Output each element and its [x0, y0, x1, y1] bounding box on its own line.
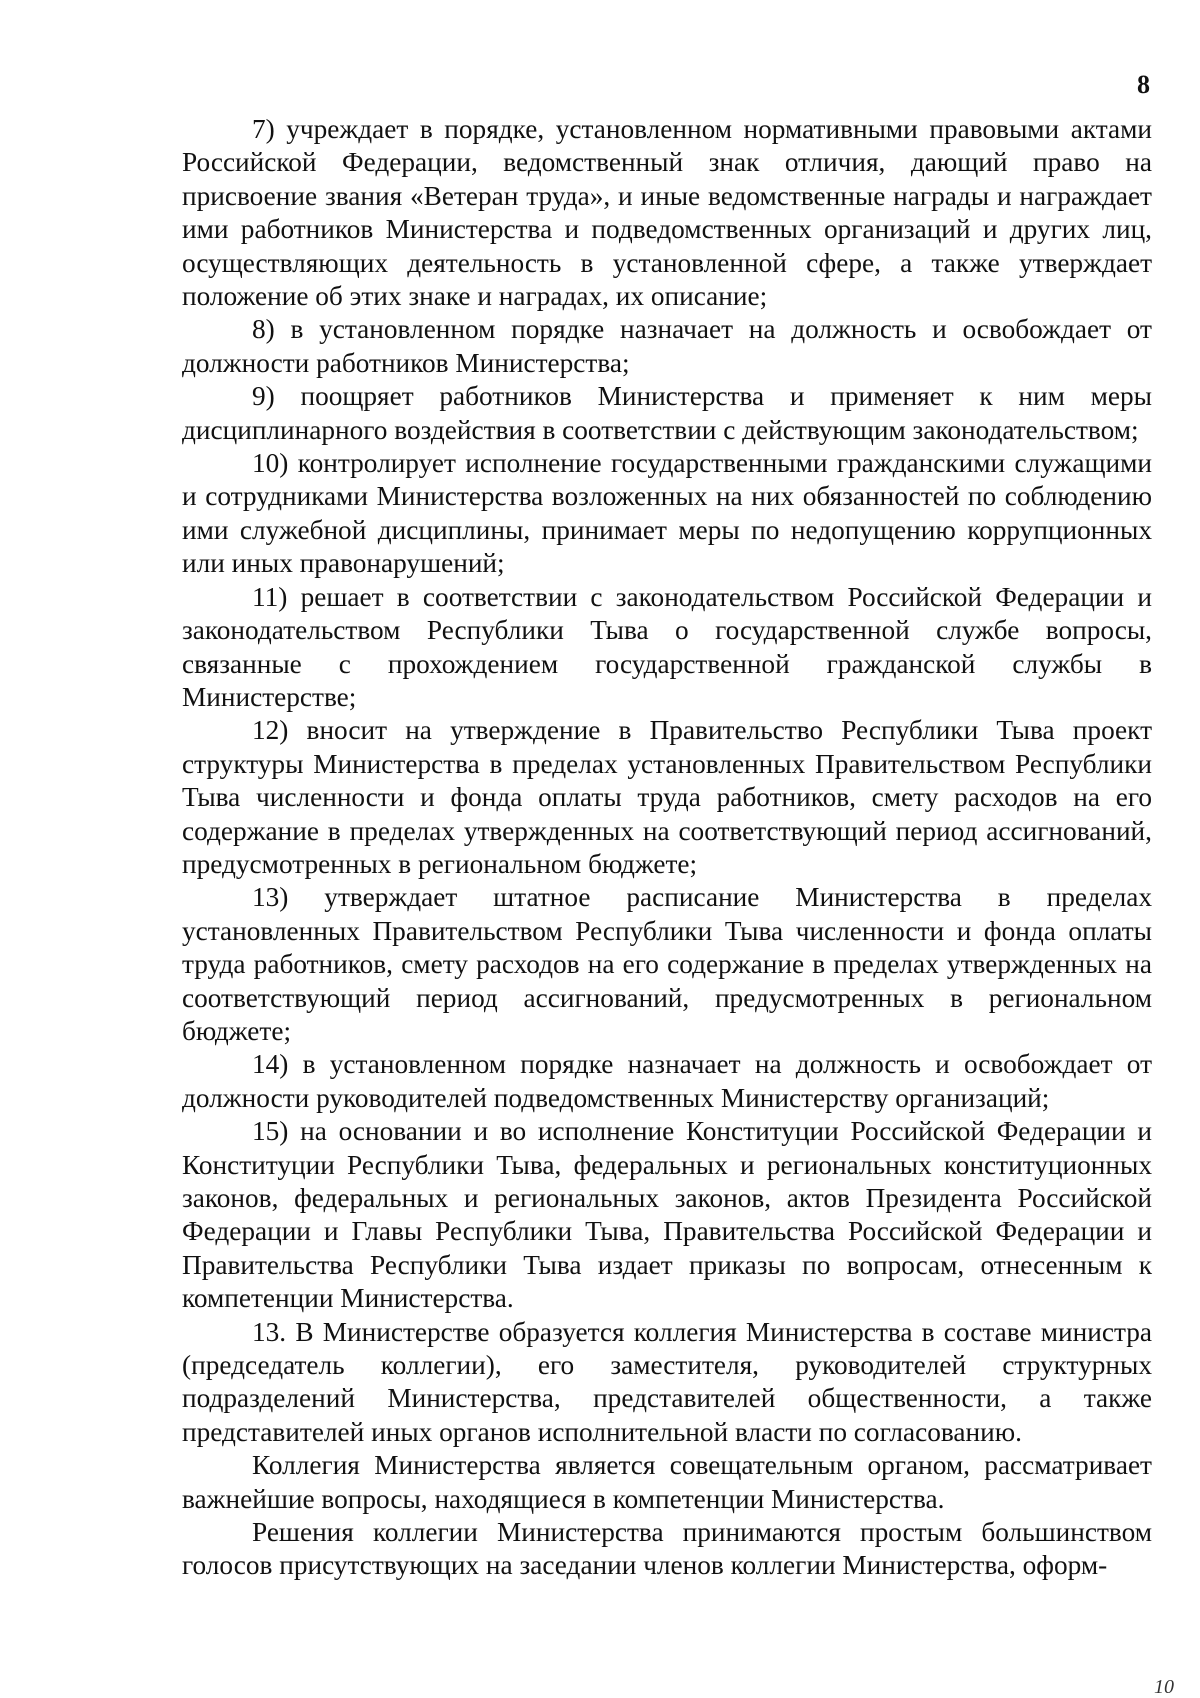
paragraph-collegium-role: Коллегия Министерства является совещательным органом, рассматривает важнейшие вопросы, находящиеся в компетенции Министерства.: [182, 1450, 1152, 1514]
paragraph-item-14: 14) в установленном порядке назначает на должность и освобождает от должности руководителей подведомственных Министерству организаций;: [182, 1049, 1152, 1113]
paragraph-item-7: 7) учреждает в порядке, установленном нормативными правовыми актами Российской Федерации, ведомственный знак отличия, дающий право на присвоение звания «Ветеран труда», и иные ведомственные награды и награждает ими работников Министерства и подведомственных организаций и других лиц, осуществляющих деятельность в установленной сфере, а также утверждает положение об этих знаке и наградах, их описание;: [182, 114, 1152, 312]
paragraph-item-11: 11) решает в соответствии с законодательством Российской Федерации и законодательством Республики Тыва о государственной службе вопросы, связанные с прохождением государственной гражданской службы в Министерстве;: [182, 581, 1152, 712]
corner-page-mark: 10: [1154, 1676, 1174, 1698]
paragraph-collegium-decisions: Решения коллегии Министерства принимаются простым большинством голосов присутствующих на заседании членов коллегии Министерства, оформ-: [182, 1517, 1152, 1581]
paragraph-item-9: 9) поощряет работников Министерства и применяет к ним меры дисциплинарного воздействия в соответствии с действующим законодательством;: [182, 381, 1152, 445]
paragraph-item-8: 8) в установленном порядке назначает на должность и освобождает от должности работников Министерства;: [182, 314, 1152, 378]
paragraph-item-10: 10) контролирует исполнение государственными гражданскими служащими и сотрудниками Министерства возложенных на них обязанностей по соблюдению ими служебной дисциплины, принимает меры по недопущению коррупционных или иных правонарушений;: [182, 448, 1152, 579]
page-number: 8: [1137, 70, 1150, 99]
paragraph-item-15: 15) на основании и во исполнение Конституции Российской Федерации и Конституции Республики Тыва, федеральных и региональных конституционных законов, федеральных и региональных законов, актов Президента Российской Федерации и Главы Республики Тыва, Правительства Российской Федерации и Правительства Республики Тыва издает приказы по вопросам, отнесенным к компетенции Министерства.: [182, 1116, 1152, 1314]
paragraph-item-12: 12) вносит на утверждение в Правительство Республики Тыва проект структуры Министерства в пределах установленных Правительством Республики Тыва численности и фонда оплаты труда работников, смету расходов на его содержание в пределах утвержденных на соответствующий период ассигнований, предусмотренных в региональном бюджете;: [182, 715, 1152, 879]
document-body: [182, 113, 1152, 1583]
paragraph-section-13: 13. В Министерстве образуется коллегия Министерства в составе министра (председатель коллегии), его заместителя, руководителей структурных подразделений Министерства, представителей общественности, а также представителей иных органов исполнительной власти по согласованию.: [182, 1316, 1152, 1447]
paragraph-item-13: 13) утверждает штатное расписание Министерства в пределах установленных Правительством Республики Тыва численности и фонда оплаты труда работников, смету расходов на его содержание в пределах утвержденных на соответствующий период ассигнований, предусмотренных в региональном бюджете;: [182, 882, 1152, 1046]
